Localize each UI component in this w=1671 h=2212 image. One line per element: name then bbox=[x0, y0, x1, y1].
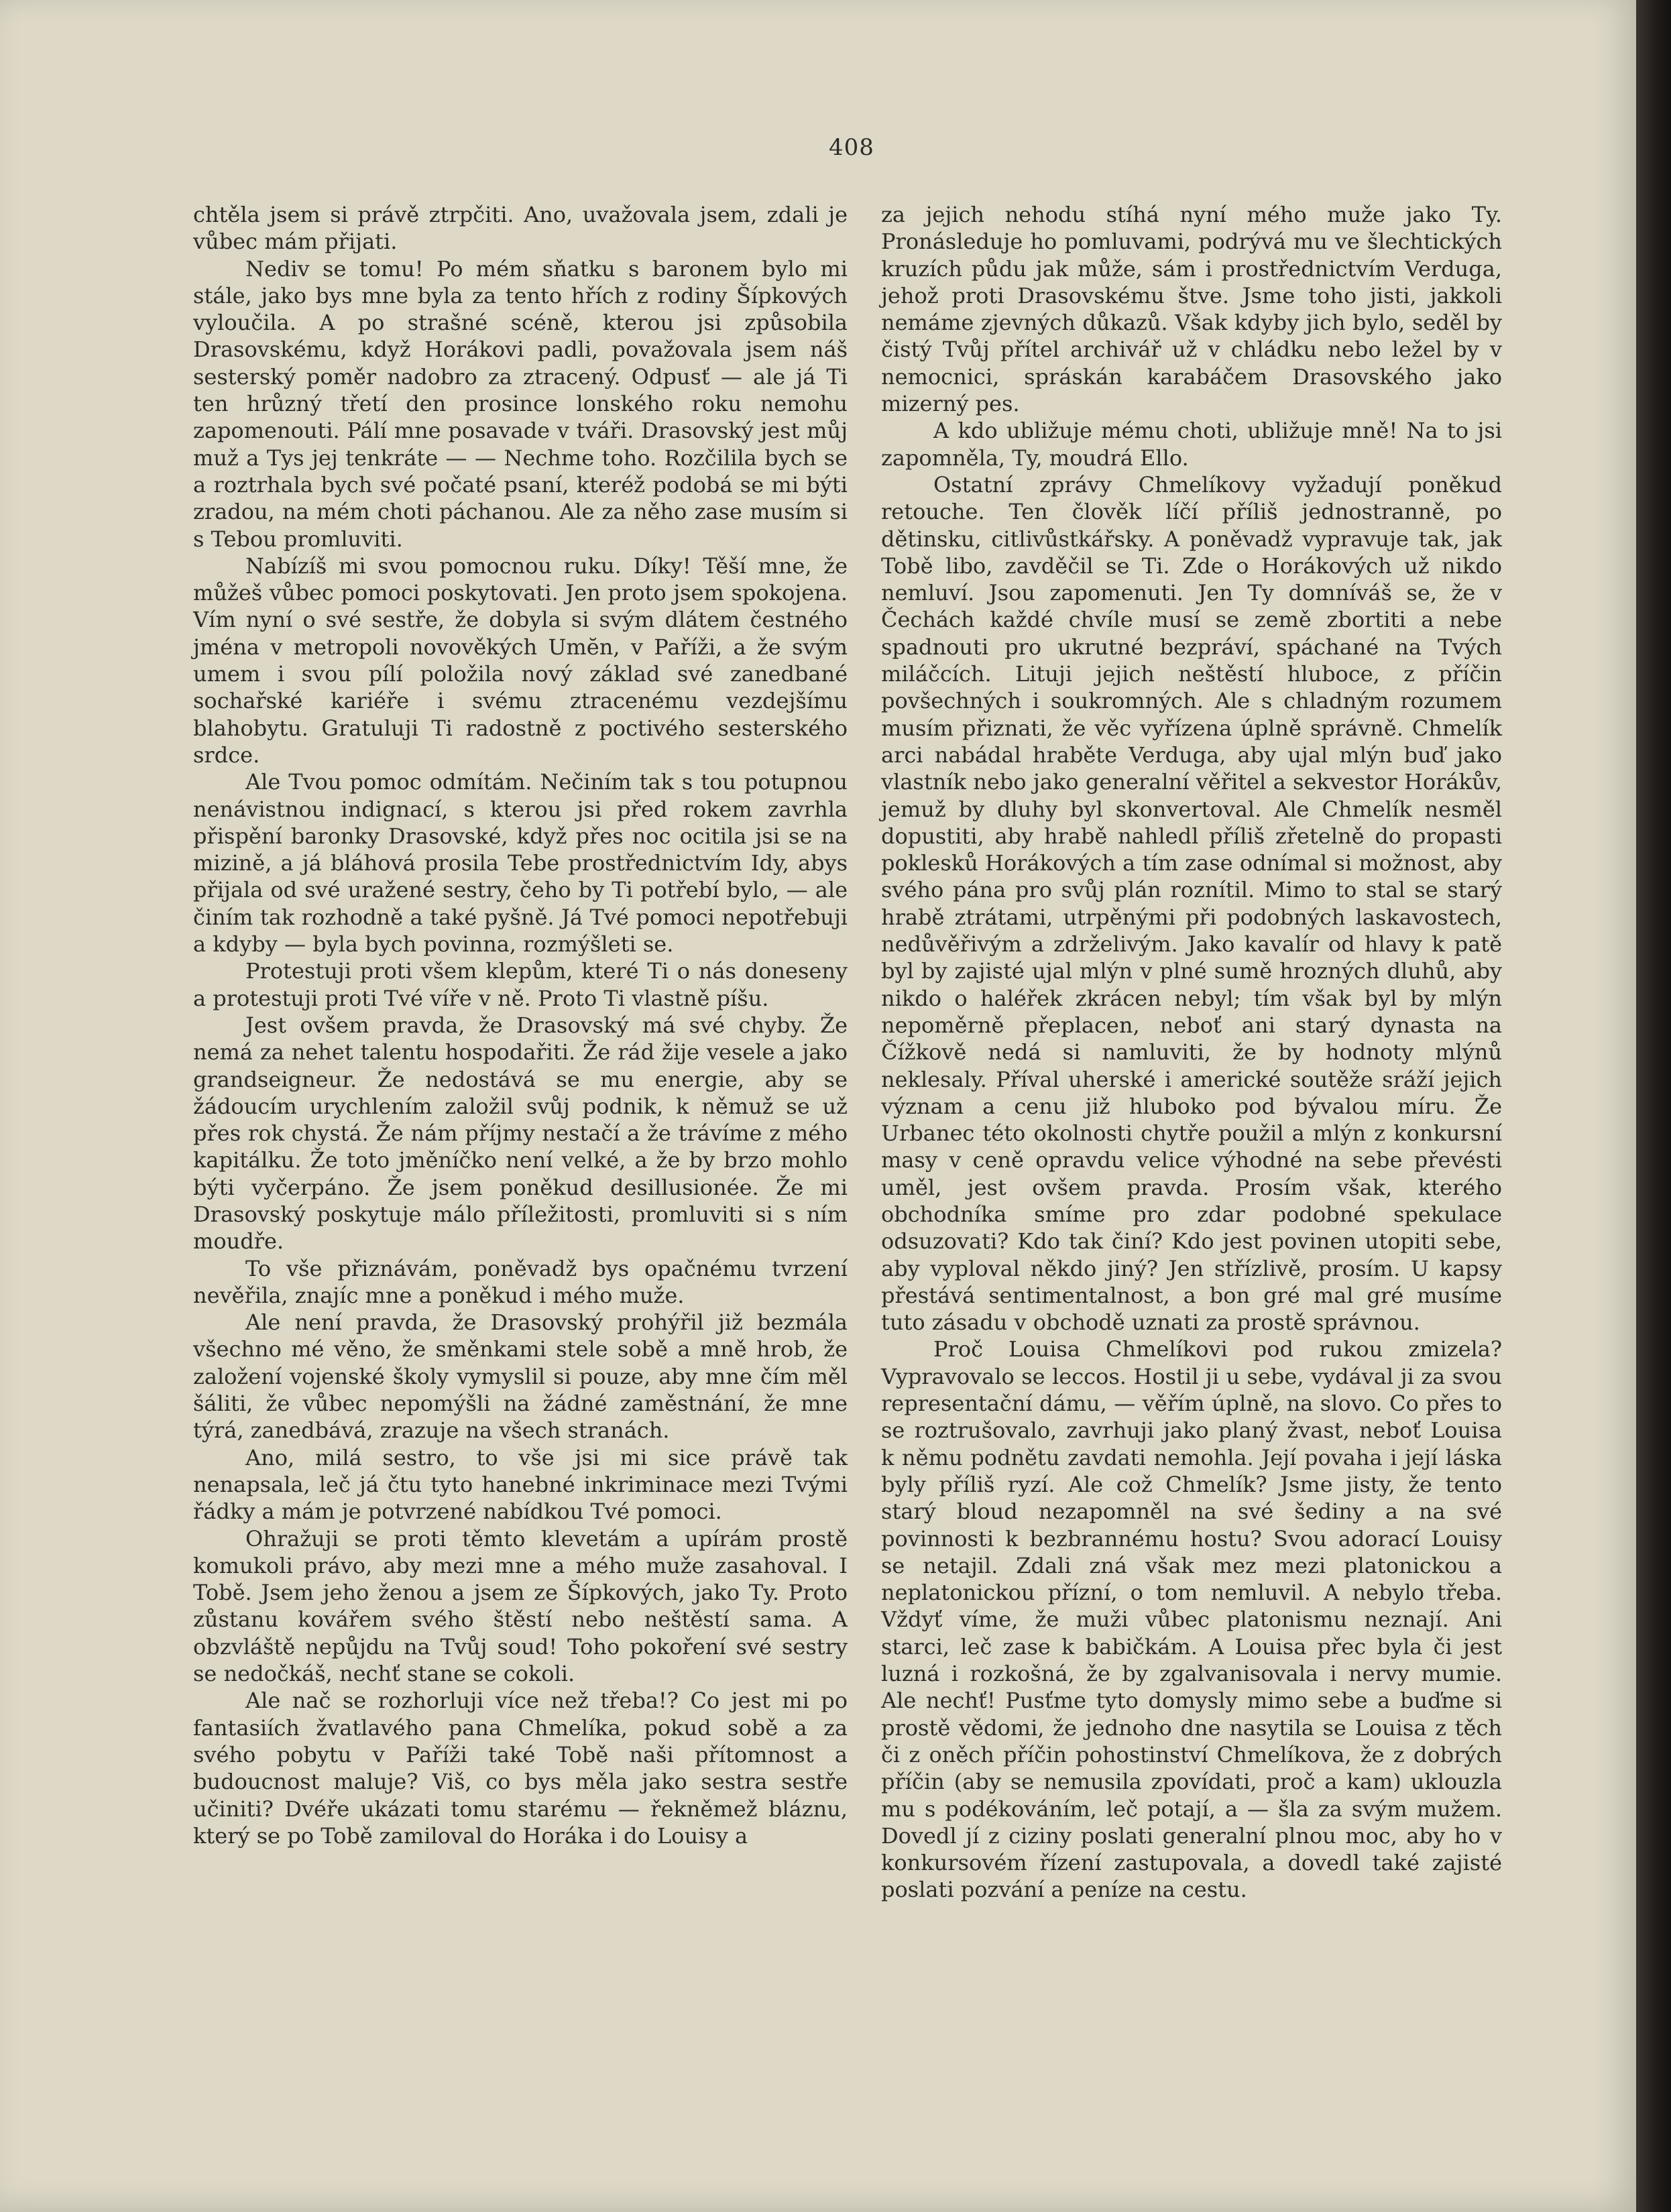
paragraph: Nabízíš mi svou pomocnou ruku. Díky! Těší mne, že můžeš vůbec pomoci poskytovati. Jen proto jsem spokojena. Vím nyní o své sestře, že dobyla si svým dlátem čestného jména v metropoli novověkých Umĕn, v Paříži, a že svým umem i svou pílí položila nový základ své zanedbané sochařské kariéře i svému ztracenému vezdejšímu blahobytu. Gratuluji Ti radostně z poctivého sesterského srdce. bbox=[193, 552, 848, 768]
paragraph: Protestuji proti všem klepům, které Ti o nás doneseny a protestuji proti Tvé víře v ně. Proto Ti vlastně píšu. bbox=[193, 958, 848, 1011]
paragraph: Nediv se tomu! Po mém sňatku s baronem bylo mi stále, jako bys mne byla za tento hřích z rodiny Šípkových vyloučila. A po strašné scéně, kterou jsi způsobila Drasovskému, když Horákovi padli, považovala jsem náš sesterský poměr nadobro za ztracený. Odpusť — ale já Ti ten hrůzný třetí den prosince lonského roku nemohu zapomenouti. Pálí mne posavade v tváři. Drasovský jest můj muž a Tys jej tenkráte — — Nechme toho. Rozčilila bych se a roztrhala bych své počaté psaní, kteréž podobá se mi býti zradou, na mém choti páchanou. Ale za něho zase musím si s Tebou promluviti. bbox=[193, 255, 848, 552]
paragraph: Ale nač se rozhorluji více než třeba!? Co jest mi po fantasiích žvatlavého pana Chmelíka, pokud sobě a za svého pobytu v Paříži také Tobě naši přítomnost a budoucnost maluje? Viš, co bys měla jako sestra sestře učiniti? Dvéře ukázati tomu starému — řekněmež bláznu, který se po Tobě zamiloval do Horáka i do Louisy a bbox=[193, 1688, 848, 1849]
paragraph: Ostatní zprávy Chmelíkovy vyžadují poněkud retouche. Ten člověk líčí příliš jednostranně, po dětinsku, citlivůstkářsky. A poněvadž vypravuje tak, jak Tobě libo, zavděčil se Ti. Zde o Horákových už nikdo nemluví. Jsou zapomenuti. Jen Ty domníváš se, že v Čechách každé chvíle musí se země zbortiti a nebe spadnouti pro ukrutné bezpráví, spáchané na Tvých miláčcích. Lituji jejich neštěstí hluboce, z příčin povšechných i soukromných. Ale s chladným rozumem musím přiznati, že věc vyřízena úplně správně. Chmelík arci nabádal hraběte Verduga, aby ujal mlýn buď jako vlastník nebo jako generalní věřitel a sekvestor Horákův, jemuž by dluhy byl skonvertoval. Ale Chmelík nesměl dopustiti, aby hrabě nahledl příliš zřetelně do propasti poklesků Horákových a tím zase odnímal si možnost, aby svého pána pro svůj plán roznítil. Mimo to stal se starý hrabě ztrátami, utrpěnými při podobných laskavostech, nedůvěřivým a zdrželivým. Jako kavalír od hlavy k patě byl by zajisté ujal mlýn v plné sumě hrozných dluhů, aby nikdo o haléřek zkrácen nebyl; tím však byl by mlýn nepoměrně přeplacen, neboť ani starý dynasta na Čížkově nedá si namluviti, že by hodnoty mlýnů neklesaly. Příval uherské i americké soutěže sráží jejich význam a cenu již hluboko pod bývalou míru. Že Urbanec této okolnosti chytře použil a mlýn z konkursní masy v ceně opravdu velice výhodné na sebe převésti uměl, jest ovšem pravda. Prosím však, kterého obchodníka smíme pro zdar podobné spekulace odsuzovati? Kdo tak činí? Kdo jest povinen utopiti sebe, aby vyploval někdo jiný? Jen střízlivě, prosím. U kapsy přestává sentimentalnost, a bon gré mal gré musíme tuto zásadu v obchodě uznati za prostě správnou. bbox=[881, 471, 1502, 1336]
paragraph: A kdo ubližuje mému choti, ubližuje mně! Na to jsi zapomněla, Ty, moudrá Ello. bbox=[881, 418, 1502, 471]
paragraph: Ano, milá sestro, to vše jsi mi sice právě tak nenapsala, leč já čtu tyto hanebné inkriminace mezi Tvými řádky a mám je potvrzené nabídkou Tvé pomoci. bbox=[193, 1444, 848, 1525]
paragraph: Ale není pravda, že Drasovský prohýřil již bezmála všechno mé věno, že směnkami stele sobě a mně hrob, že založení vojenské školy vymyslil si pouze, aby mne čím měl šáliti, že vůbec nepomýšli na žádné zaměstnání, že mne týrá, zanedbává, zrazuje na všech stranách. bbox=[193, 1309, 848, 1444]
right-text-column bbox=[881, 201, 1502, 1904]
paragraph: chtěla jsem si právě ztrpčiti. Ano, uvažovala jsem, zdali je vůbec mám přijati. bbox=[193, 202, 848, 255]
page-number: 408 bbox=[829, 134, 874, 161]
paragraph: Jest ovšem pravda, že Drasovský má své chyby. Že nemá za nehet talentu hospodařiti. Že rád žije vesele a jako grandseigneur. Že nedostává se mu energie, aby se žádoucím urychlením založil svůj podnik, k němuž se už přes rok chystá. Že nám příjmy nestačí a že trávíme z mého kapitálku. Že toto jměníčko není velké, a že by brzo mohlo býti vyčerpáno. Že jsem poněkud desillusionée. Že mi Drasovský poskytuje málo příležitosti, promluviti si s ním moudře. bbox=[193, 1012, 848, 1255]
left-text-column bbox=[193, 201, 848, 1849]
paragraph: Proč Louisa Chmelíkovi pod rukou zmizela? Vypravovalo se leccos. Hostil ji u sebe, vydával ji za svou representační dámu, — věřím úplně, na slovo. Co přes to se roztrušovalo, zavrhuji jako planý žvast, neboť Louisa k němu podnětu zavdati nemohla. Její povaha i její láska byly příliš ryzí. Ale což Chmelík? Jsme jisty, že tento starý bloud nezapomněl na své šediny a na své povinnosti k bezbrannému hostu? Svou adorací Louisy se netajil. Zdali zná však mez mezi platonickou a neplatonickou přízní, o tom nemluvil. A nebylo třeba. Vždyť víme, že muži vůbec platonismu neznají. Ani starci, leč zase k babičkám. A Louisa přec byla či jest luzná i rozkošná, že by zgalvanisovala i nervy mumie. Ale nechť! Pusťme tyto domysly mimo sebe a buďme si prostě vědomi, že jednoho dne nasytila se Louisa z těch či z oněch příčin pohostinství Chmelíkova, že z dobrých příčin (aby se nemusila zpovídati, proč a kam) uklouzla mu s podékováním, leč potají, a — šla za svým mužem. Dovedl jí z ciziny poslati generalní plnou moc, aby ho v konkursovém řízení zastupovala, a dovedl také zajisté poslati pozvání a peníze na cestu. bbox=[881, 1336, 1502, 1903]
paragraph: Ohražuji se proti těmto klevetám a upírám prostě komukoli právo, aby mezi mne a mého muže zasahoval. I Tobě. Jsem jeho ženou a jsem ze Šípkových, jako Ty. Proto zůstanu kovářem svého štěstí nebo neštěstí sama. A obzvláště nepůjdu na Tvůj soud! Toho pokoření své sestry se nedočkáš, nechť stane se cokoli. bbox=[193, 1525, 848, 1687]
page-gutter-edge bbox=[1636, 0, 1671, 2212]
paragraph: To vše přiznávám, poněvadž bys opačnému tvrzení nevěřila, znajíc mne a poněkud i mého muže. bbox=[193, 1255, 848, 1308]
paragraph: Ale Tvou pomoc odmítám. Nečiním tak s tou potupnou nenávistnou indignací, s kterou jsi před rokem zavrhla přispění baronky Drasovské, když přes noc ocitila jsi se na mizině, a já bláhová prosila Tebe prostřednictvím Idy, abys přijala od své uražené sestry, čeho by Ti potřebí bylo, — ale činím tak rozhodně a také pyšně. Já Tvé pomoci nepotřebuji a kdyby — byla bych povinna, rozmýšleti se. bbox=[193, 769, 848, 957]
paragraph: za jejich nehodu stíhá nyní mého muže jako Ty. Pronásleduje ho pomluvami, podrývá mu ve šlechtických kruzích půdu jak může, sám i prostřednictvím Verduga, jehož proti Drasovskému štve. Jsme toho jisti, jakkoli nemáme zjevných důkazů. Však kdyby jich bylo, seděl by čistý Tvůj přítel archivář už v chládku nebo ležel by v nemocnici, spráskán karabáčem Drasovského jako mizerný pes. bbox=[881, 202, 1502, 417]
